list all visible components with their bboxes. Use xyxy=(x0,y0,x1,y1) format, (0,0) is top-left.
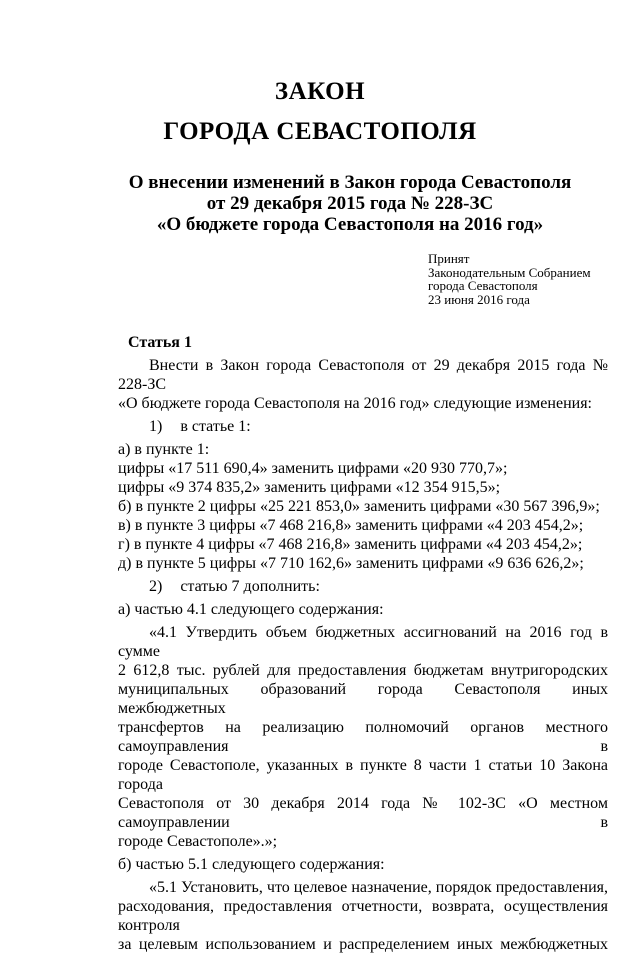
subitem: г) в пункте 4 цифры «7 468 216,8» заменить цифрами «4 203 454,2»; xyxy=(118,536,583,553)
list-item-1 xyxy=(118,417,608,436)
paragraph-4-1-line: городе Севастополе, указанных в пункте 8 части 1 статьи 10 Закона города xyxy=(118,757,608,793)
item-text: в статье 1: xyxy=(180,418,251,435)
paragraph-4-1-line: Севастополя от 30 декабря 2014 года № 102-ЗС «О местном самоуправлении в xyxy=(118,795,608,831)
adoption-line: Принят xyxy=(428,251,470,266)
item-number: 2) xyxy=(149,578,163,595)
law-title-city: ГОРОДА СЕВАСТОПОЛЯ xyxy=(163,118,477,145)
article-heading: Статья 1 xyxy=(128,334,192,351)
subitem: д) в пункте 5 цифры «7 710 162,6» заменить цифрами «9 636 626,2»; xyxy=(118,555,584,572)
subitem: б) в пункте 2 цифры «25 221 853,0» заменить цифрами «30 567 396,9»; xyxy=(118,498,600,515)
article-body xyxy=(118,356,608,954)
subitem: а) частью 4.1 следующего содержания: xyxy=(118,601,384,618)
paragraph-4-1-line: муниципальных образований города Севастополя иных межбюджетных xyxy=(118,681,608,717)
adoption-block xyxy=(428,252,591,306)
intro-line: «О бюджете города Севастополя на 2016 год» следующие изменения: xyxy=(118,395,592,412)
adoption-line: Законодательным Собранием xyxy=(428,264,591,280)
paragraph-4-1-line: «4.1 Утвердить объем бюджетных ассигнований на 2016 год в сумме xyxy=(118,624,608,660)
subtitle-line: О внесении изменений в Закон города Севастополя xyxy=(128,172,572,193)
paragraph-4-1-line: трансфертов на реализацию полномочий органов местного самоуправления в xyxy=(118,719,608,755)
adoption-date: 23 июня 2016 года xyxy=(428,291,530,307)
subitem-line: цифры «17 511 690,4» заменить цифрами «20 930 770,7»; xyxy=(118,460,508,477)
item-text: статью 7 дополнить: xyxy=(180,578,320,595)
paragraph-5-1-line: за целевым использованием и распределением иных межбюджетных xyxy=(118,936,608,953)
subtitle-line: «О бюджете города Севастополя на 2016 год» xyxy=(156,214,544,235)
subtitle-line: от 29 декабря 2015 года № 228-ЗС xyxy=(206,193,494,214)
subitem: а) в пункте 1: xyxy=(118,441,210,458)
subitem: в) в пункте 3 цифры «7 468 216,8» заменить цифрами «4 203 454,2»; xyxy=(118,517,584,534)
paragraph-5-1-line: расходования, предоставления отчетности, возврата, осуществления контроля xyxy=(118,898,608,934)
intro-line: Внести в Закон города Севастополя от 29 декабря 2015 года № 228-ЗС xyxy=(118,357,608,393)
law-subtitle xyxy=(0,172,640,235)
list-item-2 xyxy=(118,577,608,596)
paragraph-5-1-line: «5.1 Установить, что целевое назначение, порядок предоставления, xyxy=(149,879,608,896)
paragraph-4-1-line: 2 612,8 тыс. рублей для предоставления бюджетам внутригородских xyxy=(118,662,608,679)
law-title: ЗАКОН xyxy=(274,78,366,105)
subitem: б) частью 5.1 следующего содержания: xyxy=(118,856,385,873)
subitem-line: цифры «9 374 835,2» заменить цифрами «12 354 915,5»; xyxy=(118,479,501,496)
adoption-line: города Севастополя xyxy=(428,278,538,293)
item-number: 1) xyxy=(149,418,163,435)
paragraph-4-1-line: городе Севастополе».»; xyxy=(118,833,278,850)
